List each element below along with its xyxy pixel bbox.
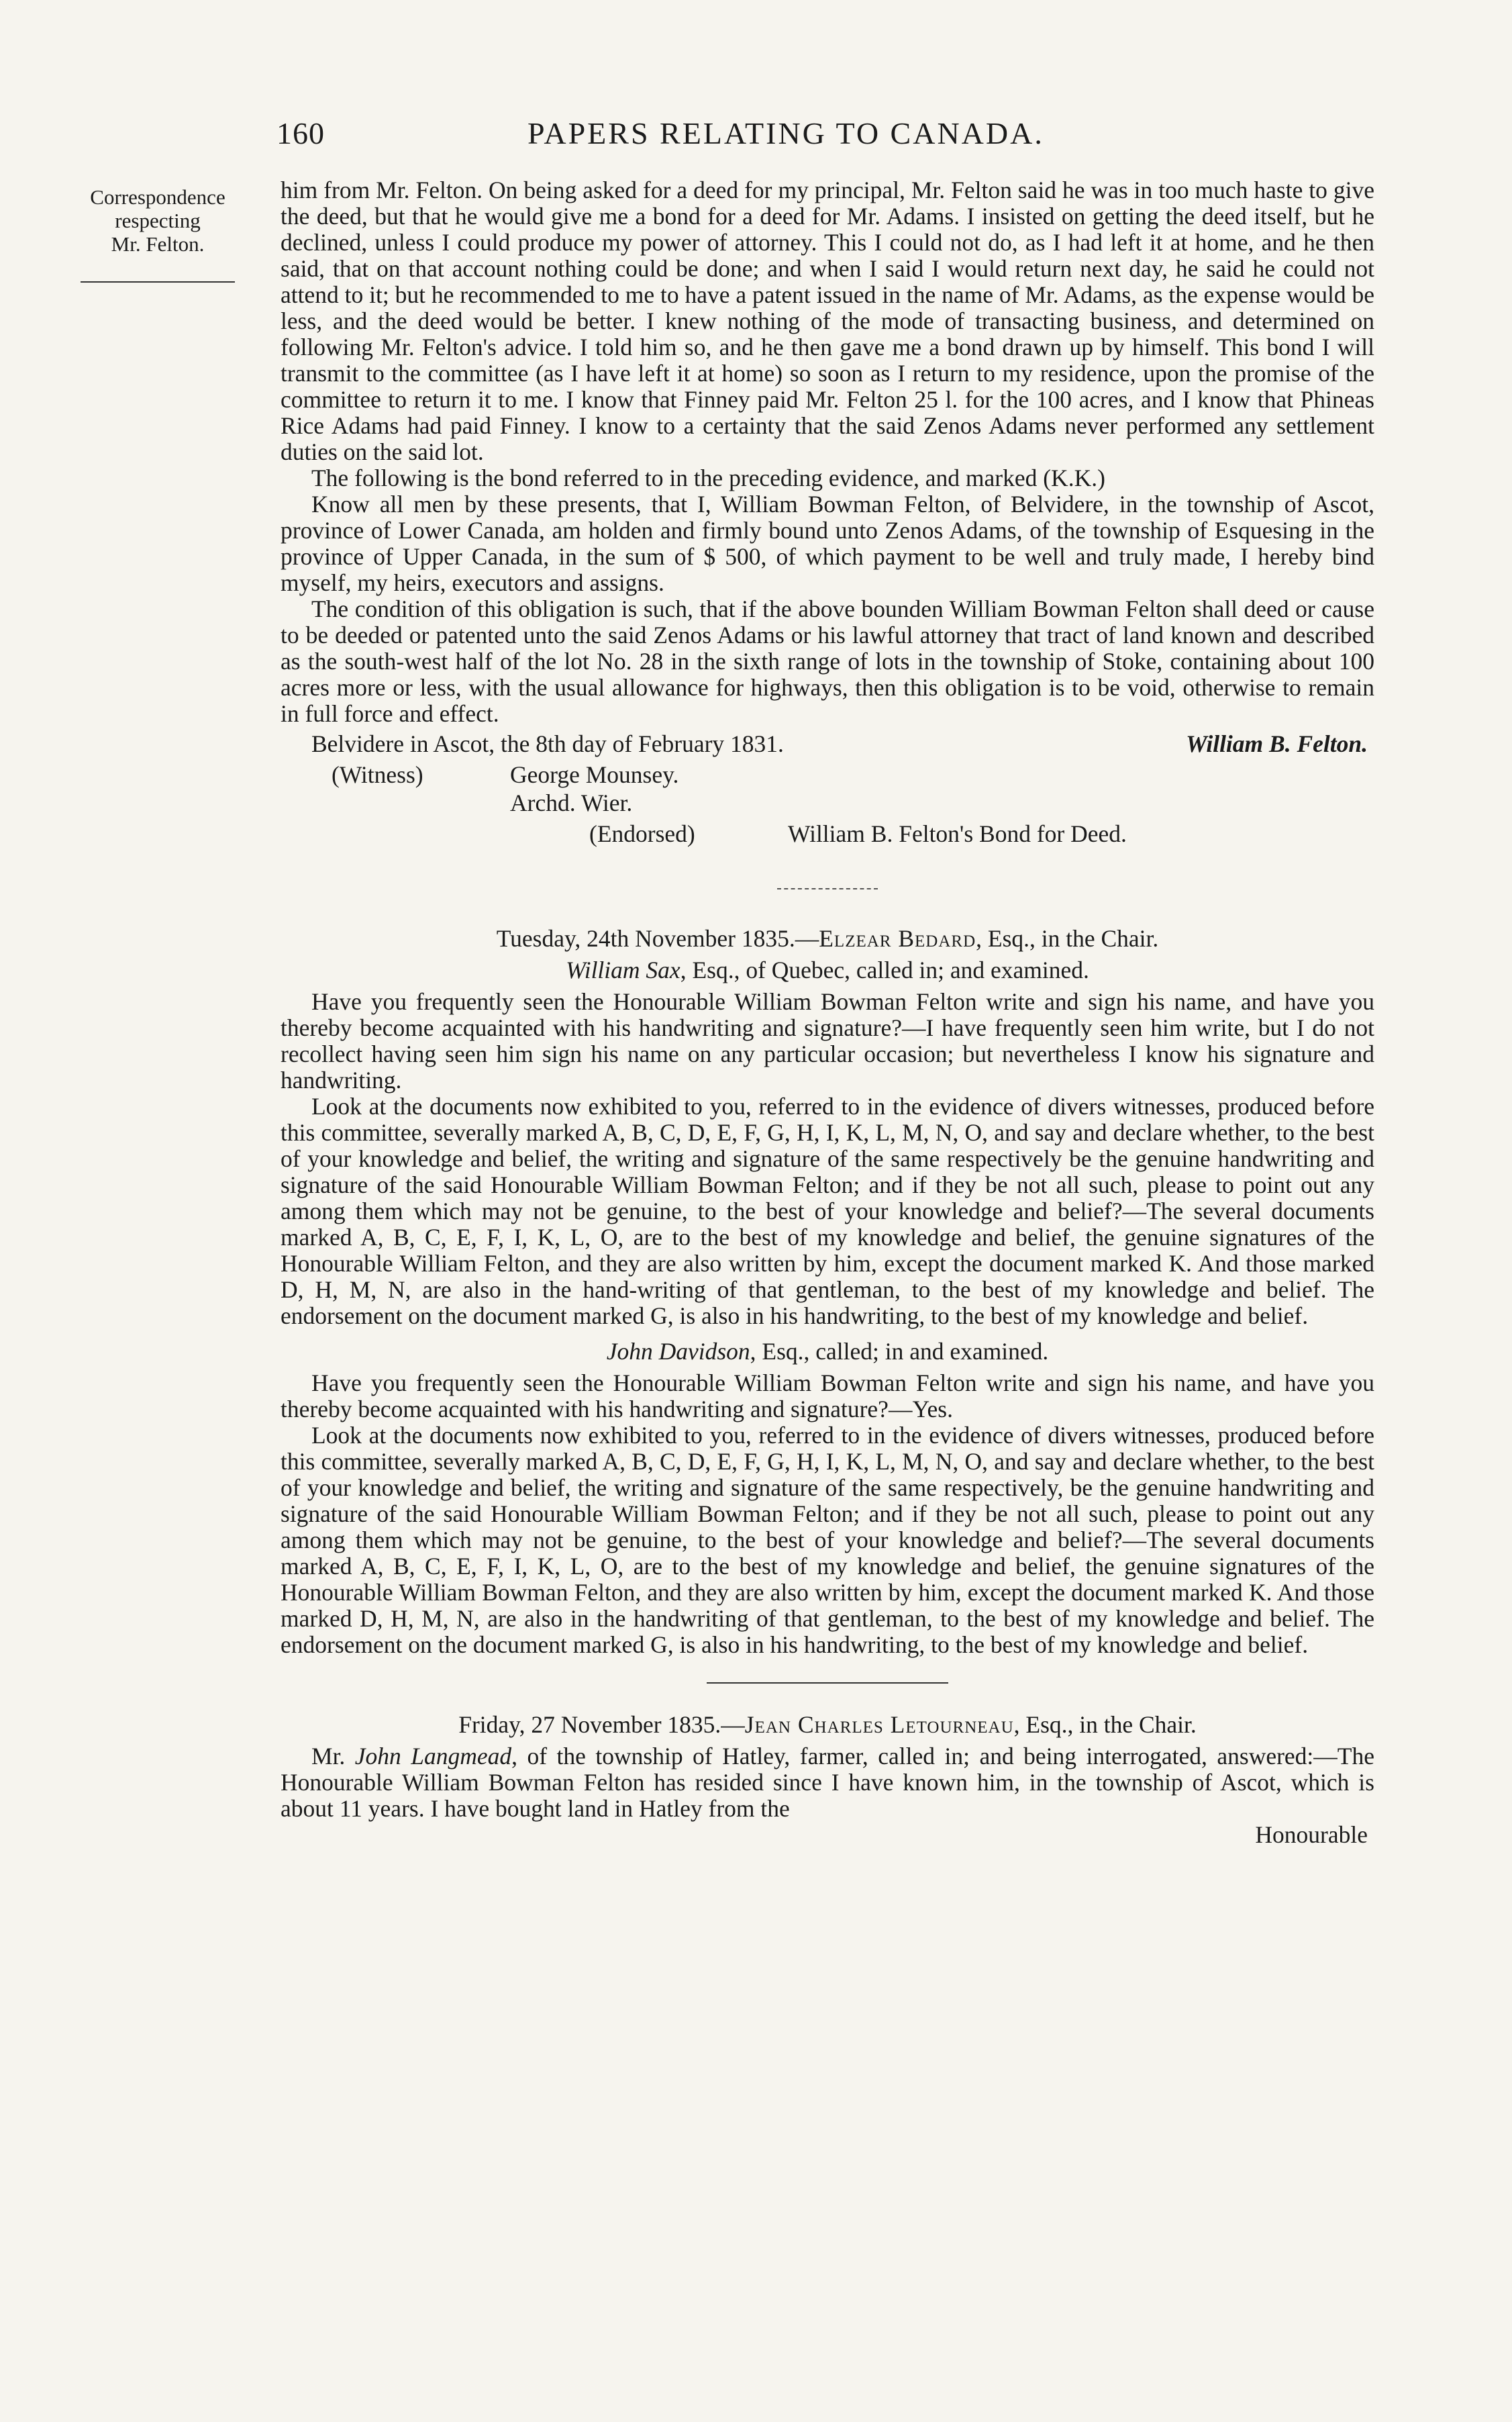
paragraph: him from Mr. Felton. On being asked for a deed for my principal, Mr. Felton said he was in too much haste to give the deed, but that he would give me a bond for a deed for Mr. Adams. I insisted on getting the deed itself, but he declined, unless I could produce my power of attorney. This I could not do, as I had left it at home, and he then said, that on that account nothing could be done; and when I said I would return next day, he said he could not attend to it; but he recommended to me to have a patent issued in the name of Mr. Adams, as the expense would be less, and the deed would be better. I knew nothing of the mode of transacting business, and determined on following Mr. Felton's advice. I told him so, and he then gave me a bond drawn up by himself. This bond I will transmit to the committee (as I have left it at home) so soon as I return to my residence, upon the promise of the committee to return it to me. I know that Finney paid Mr. Felton 25 l. for the 100 acres, and I know that Phineas Rice Adams had paid Finney. I know to a certainty that the said Zenos Adams never performed any settlement duties on the said lot. xyxy=(281,177,1374,465)
witness-heading xyxy=(281,957,1374,983)
paragraph: Have you frequently seen the Honourable William Bowman Felton write and sign his name, and have you thereby become acquainted with his handwriting and signature?—I have frequently seen him write, but I do not recollect having seen him sign his name on any particular occasion; but nevertheless I know his signature and handwriting. xyxy=(281,988,1374,1094)
margin-note xyxy=(67,185,248,283)
session-heading xyxy=(281,1712,1374,1738)
paragraph: The condition of this obligation is such, that if the above bounden William Bowman Felton shall deed or cause to be deeded or patented unto the said Zenos Adams or his lawful attorney that tract of land known and described as the south-west half of the lot No. 28 in the sixth range of lots in the township of Stoke, containing about 100 acres more or less, with the usual allowance for highways, then this obligation is to be void, otherwise to remain in full force and effect. xyxy=(281,595,1374,727)
paragraph: Look at the documents now exhibited to you, referred to in the evidence of divers witnesses, produced before this committee, severally marked A, B, C, D, E, F, G, H, I, K, L, M, N, O, and say and declare whether, to the best of your knowledge and belief, the writing and signature of the same respectively be the genuine handwriting and signature of the said Honourable William Bowman Felton; and if they be not all such, please to point out any among them which may not be genuine, to the best of your knowledge and belief?—The several documents marked A, B, C, E, F, I, K, L, O, are to the best of my knowledge and belief, the genuine signatures of the Honourable William Felton, and they are also written by him, except the document marked K. And those marked D, H, M, N, are also in the hand-writing of that gentleman, to the best of my knowledge and belief. The endorsement on the document marked G, is also in his handwriting, to the best of my knowledge and belief. xyxy=(281,1093,1374,1329)
witness-heading xyxy=(281,1339,1374,1365)
witness-block xyxy=(281,762,1374,821)
witness-heading-tail: , Esq., of Quebec, called in; and examined. xyxy=(680,957,1089,983)
endorsement xyxy=(281,821,1374,861)
witness-name: John Langmead xyxy=(354,1743,512,1770)
margin-note-rule xyxy=(81,281,235,283)
paragraph: Know all men by these presents, that I, William Bowman Felton, of Belvidere, in the township of Ascot, province of Lower Canada, am holden and firmly bound unto Zenos Adams, of the township of Esquesing in the province of Upper Canada, in the sum of $ 500, of which payment to be well and truly made, I hereby bind myself, my heirs, executors and assigns. xyxy=(281,491,1374,596)
witness-name: William Sax xyxy=(566,957,681,983)
bond-signature-line xyxy=(281,731,1374,762)
body-text xyxy=(281,177,1374,1848)
endorsed-label: (Endorsed) xyxy=(589,820,695,847)
paragraph: Look at the documents now exhibited to you, referred to in the evidence of divers witnesses, produced before this committee, severally marked A, B, C, D, E, F, G, H, I, K, L, M, N, O, and say and declare whether, to the best of your knowledge and belief, the writing and signature of the same respectively, be the genuine handwriting and signature of the said Honourable William Bowman Felton; and if they be not all such, please to point out any among them which may not be genuine, to the best of your knowledge and belief?—The several documents marked A, B, C, E, F, I, K, L, O, are to the best of my knowledge and belief, the genuine signatures of the Honourable William Bowman Felton, and they are also written by him, except the document marked K. And those marked D, H, M, N, are also in the handwriting of that gentleman, to the best of my knowledge and belief. The endorsement on the document marked G, is also in his handwriting, to the best of my knowledge and belief. xyxy=(281,1422,1374,1658)
witness-heading-tail: , Esq., called; in and examined. xyxy=(750,1338,1049,1365)
place-date: Belvidere in Ascot, the 8th day of February 1831. xyxy=(311,730,784,757)
intro-prefix: Mr. xyxy=(311,1743,355,1770)
paragraph: Have you frequently seen the Honourable William Bowman Felton write and sign his name, and have you thereby become acquainted with his handwriting and signature?—Yes. xyxy=(281,1369,1374,1422)
margin-note-line: respecting xyxy=(115,209,201,232)
page-title: PAPERS RELATING TO CANADA. xyxy=(527,116,1044,150)
session-heading-tail: , Esq., in the Chair. xyxy=(1013,1711,1197,1738)
intro-text: , of the township of Hatley, farmer, called in; and being interrogated, answered:—The Honourable William Bowman Felton has resided since I have known him, in the township of Ascot, which is about 11 years. I have bought land in Hatley from the xyxy=(281,1743,1374,1822)
chair-name: Jean Charles Letourneau xyxy=(744,1711,1014,1738)
signature: William B. Felton. xyxy=(1186,730,1368,757)
section-divider xyxy=(777,888,878,889)
catchword: Honourable xyxy=(1255,1821,1368,1848)
section-divider xyxy=(707,1682,948,1684)
margin-note-line: Mr. Felton. xyxy=(111,232,205,256)
session-heading xyxy=(281,926,1374,952)
paragraph xyxy=(281,1743,1374,1822)
page-number: 160 xyxy=(276,116,325,150)
endorsed-text: William B. Felton's Bond for Deed. xyxy=(788,820,1127,847)
session-heading-tail: , Esq., in the Chair. xyxy=(976,925,1159,952)
session-date: Friday, 27 November 1835.— xyxy=(458,1711,745,1738)
margin-note-line: Correspondence xyxy=(90,185,225,209)
witness-name: John Davidson xyxy=(606,1338,750,1365)
paragraph: The following is the bond referred to in the preceding evidence, and marked (K.K.) xyxy=(311,465,1105,491)
witness-label: (Witness) xyxy=(332,761,423,788)
witness-name: Archd. Wier. xyxy=(510,789,633,816)
witness-name: George Mounsey. xyxy=(510,761,679,788)
chair-name: Elzear Bedard xyxy=(819,925,976,952)
session-date: Tuesday, 24th November 1835.— xyxy=(496,925,819,952)
